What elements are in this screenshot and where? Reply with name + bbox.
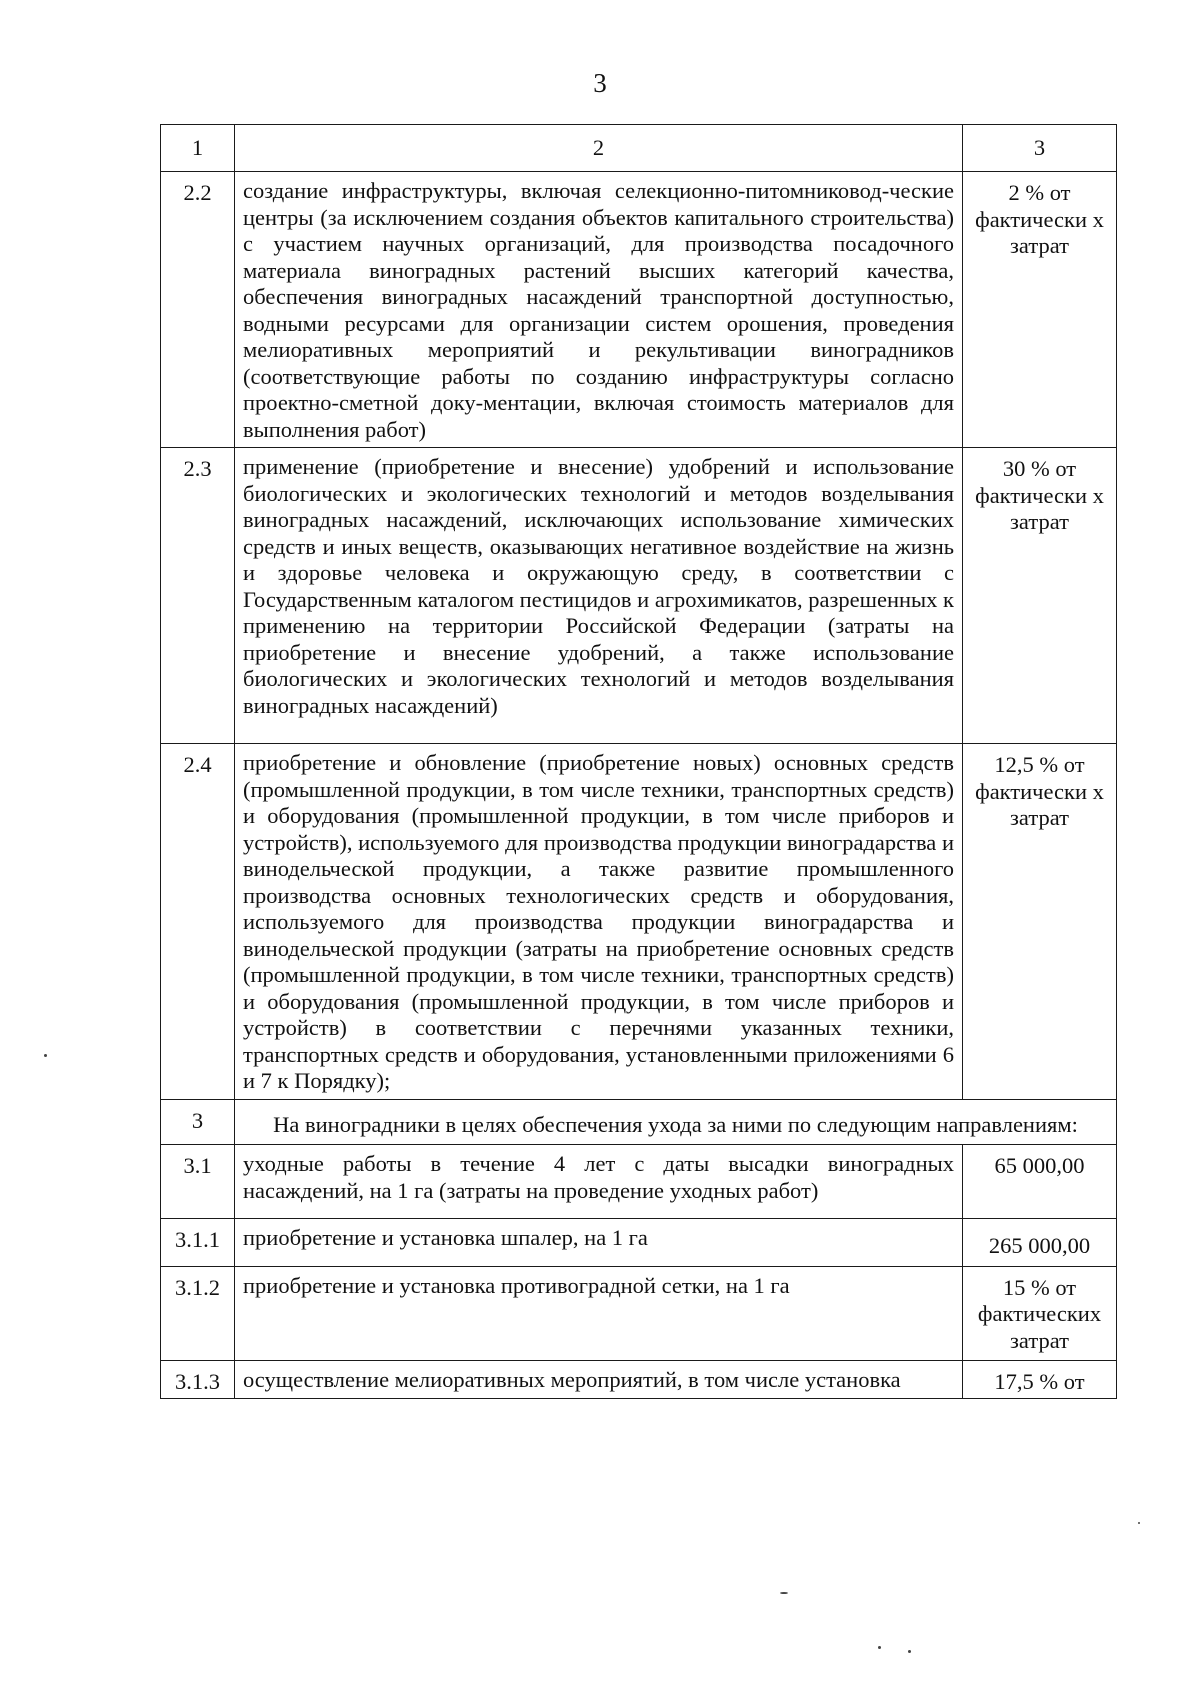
header-col-1: 1 [161,125,235,172]
table-row [161,1361,1117,1399]
row-description: применение (приобретение и внесение) удобрений и использование биологических и экологических технологий и методов возделывания виноградных насаждений, исключающих использование химических средств и иных веществ, оказывающих негативное воздействие на жизнь и здоровье человека и окружающую среду, в соответствии с Государственным каталогом пестицидов и агрохимикатов, разрешенных к применению на территории Российской Федерации (затраты на приобретение и внесение удобрений, а также использование биологических и экологических технологий и методов возделывания виноградных насаждений) [235,448,963,744]
scan-speck [780,1592,788,1594]
table-header-row [161,125,1117,172]
row-number: 3.1.2 [161,1266,235,1361]
table-row [161,448,1117,744]
page-number: 3 [593,68,607,98]
row-number: 3.1 [161,1145,235,1219]
table-row [161,1145,1117,1219]
row-value: 17,5 % от [963,1361,1117,1399]
row-description: осуществление мелиоративных мероприятий, в том числе установка [235,1361,963,1399]
scan-speck [878,1646,881,1649]
row-description: приобретение и обновление (приобретение новых) основных средств (промышленной продукции, в том числе техники, транспортных средств) и оборудования (промышленной продукции, в том числе приборов и устройств), используемого для производства продукции виноградарства и винодельческой продукции, а также развитие промышленного производства основных технологических средств и оборудования, используемого для производства продукции виноградарства и винодельческой продукции (затраты на приобретение основных средств (промышленной продукции, в том числе техники, транспортных средств) и оборудования (промышленной продукции, в том числе приборов и устройств) в соответствии с перечнями указанных техники, транспортных средств и оборудования, установленными приложениями 6 и 7 к Порядку); [235,744,963,1100]
row-value: 30 % от фактически х затрат [963,448,1117,744]
table-row [161,172,1117,448]
row-number: 3.1.3 [161,1361,235,1399]
section-number: 3 [161,1099,235,1145]
row-value: 65 000,00 [963,1145,1117,1219]
row-value: 2 % от фактически х затрат [963,172,1117,448]
table-row [161,1266,1117,1361]
header-col-3: 3 [963,125,1117,172]
row-value: 12,5 % от фактически х затрат [963,744,1117,1100]
scan-speck [908,1650,911,1653]
header-col-2: 2 [235,125,963,172]
section-heading: На виноградники в целях обеспечения ухода за ними по следующим направлениям: [235,1099,1117,1145]
row-number: 3.1.1 [161,1219,235,1267]
row-description: уходные работы в течение 4 лет с даты высадки виноградных насаждений, на 1 га (затраты на проведение уходных работ) [235,1145,963,1219]
section-row [161,1099,1117,1145]
row-value: 15 % от фактических затрат [963,1266,1117,1361]
table-row [161,1219,1117,1267]
scan-speck [44,1054,47,1057]
row-number: 2.3 [161,448,235,744]
table-row [161,744,1117,1100]
cost-table [160,124,1117,1399]
row-description: создание инфраструктуры, включая селекционно-питомниковод-ческие центры (за исключением создания объектов капитального строительства) с участием научных организаций, для производства посадочного материала виноградных растений высших категорий качества, обеспечения виноградных насаждений транспортной доступностью, водными ресурсами для организации систем орошения, проведения мелиоративных мероприятий и рекультивации виноградников (соответствующие работы по созданию инфраструктуры согласно проектно-сметной доку-ментации, включая стоимость материалов для выполнения работ) [235,172,963,448]
scan-speck [1138,1522,1140,1524]
row-value: 265 000,00 [963,1219,1117,1267]
row-description: приобретение и установка противоградной сетки, на 1 га [235,1266,963,1361]
row-description: приобретение и установка шпалер, на 1 га [235,1219,963,1267]
row-number: 2.2 [161,172,235,448]
row-number: 2.4 [161,744,235,1100]
